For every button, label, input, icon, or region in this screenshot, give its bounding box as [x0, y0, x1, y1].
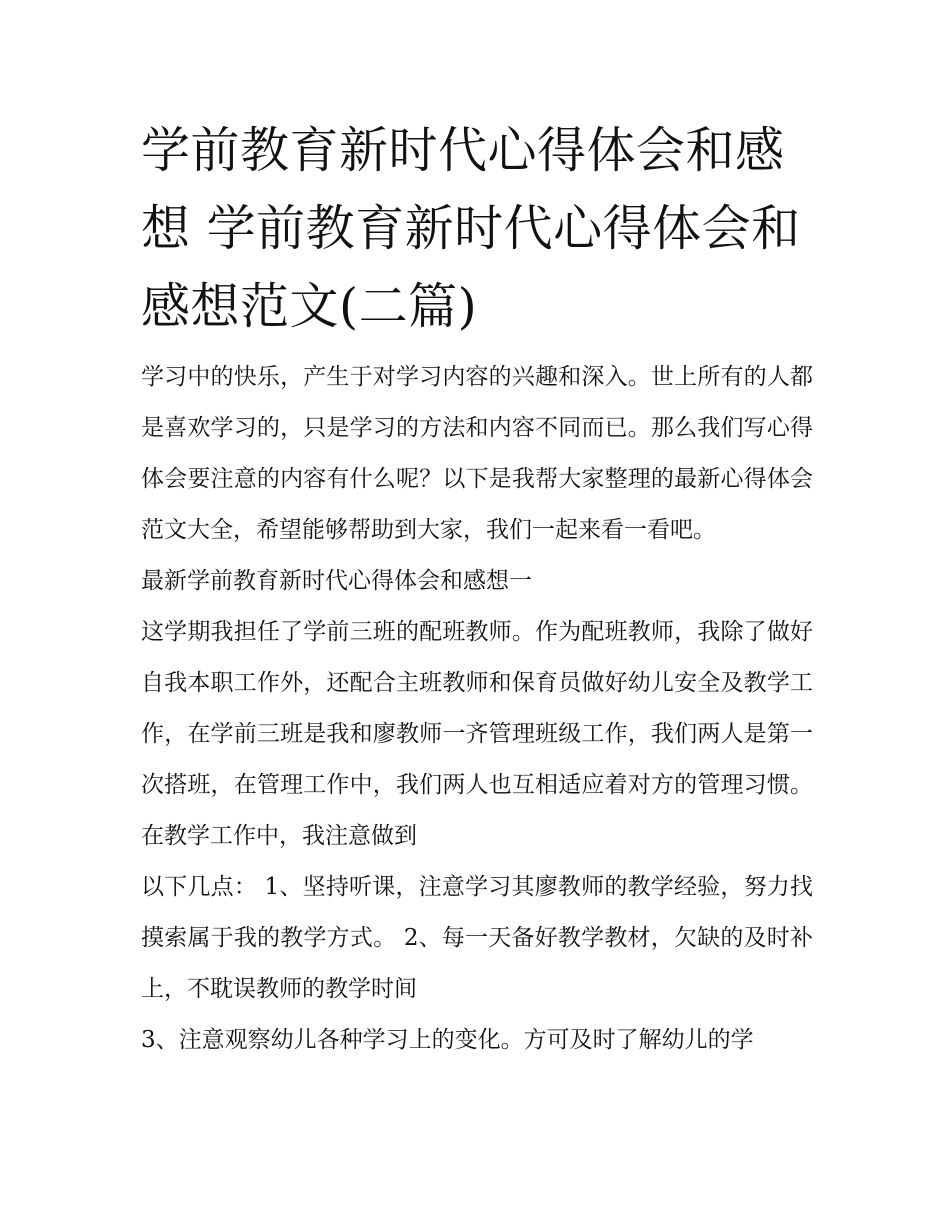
document-title: 学前教育新时代心得体会和感想 学前教育新时代心得体会和感想范文(二篇)	[141, 122, 801, 335]
intro-paragraph: 学习中的快乐，产生于对学习内容的兴趣和深入。世上所有的人都是喜欢学习的，只是学习的方法和内容不同而已。那么我们写心得体会要注意的内容有什么呢？以下是我帮大家整理的最新心得体会范文大全，希望能够帮助到大家，我们一起来看一看吧。	[141, 364, 813, 543]
document-body	[141, 112, 813, 1066]
section-heading: 最新学前教育新时代心得体会和感想一	[141, 568, 532, 594]
body-paragraph: 这学期我担任了学前三班的配班教师。作为配班教师，我除了做好自我本职工作外，还配合主班教师和保育员做好幼儿安全及教学工作，在学前三班是我和廖教师一齐管理班级工作，我们两人是第一次搭班，在管理工作中，我们两人也互相适应着对方的管理习惯。在教学工作中，我注意做到	[141, 619, 813, 849]
body-paragraph-list: 以下几点： 1、坚持听课，注意学习其廖教师的教学经验，努力找摸索属于我的教学方式。 2、每一天备好教学教材，欠缺的及时补上，不耽误教师的教学时间	[141, 874, 813, 1002]
body-paragraph-item-3: 3、注意观察幼儿各种学习上的变化。方可及时了解幼儿的学	[141, 1027, 754, 1053]
